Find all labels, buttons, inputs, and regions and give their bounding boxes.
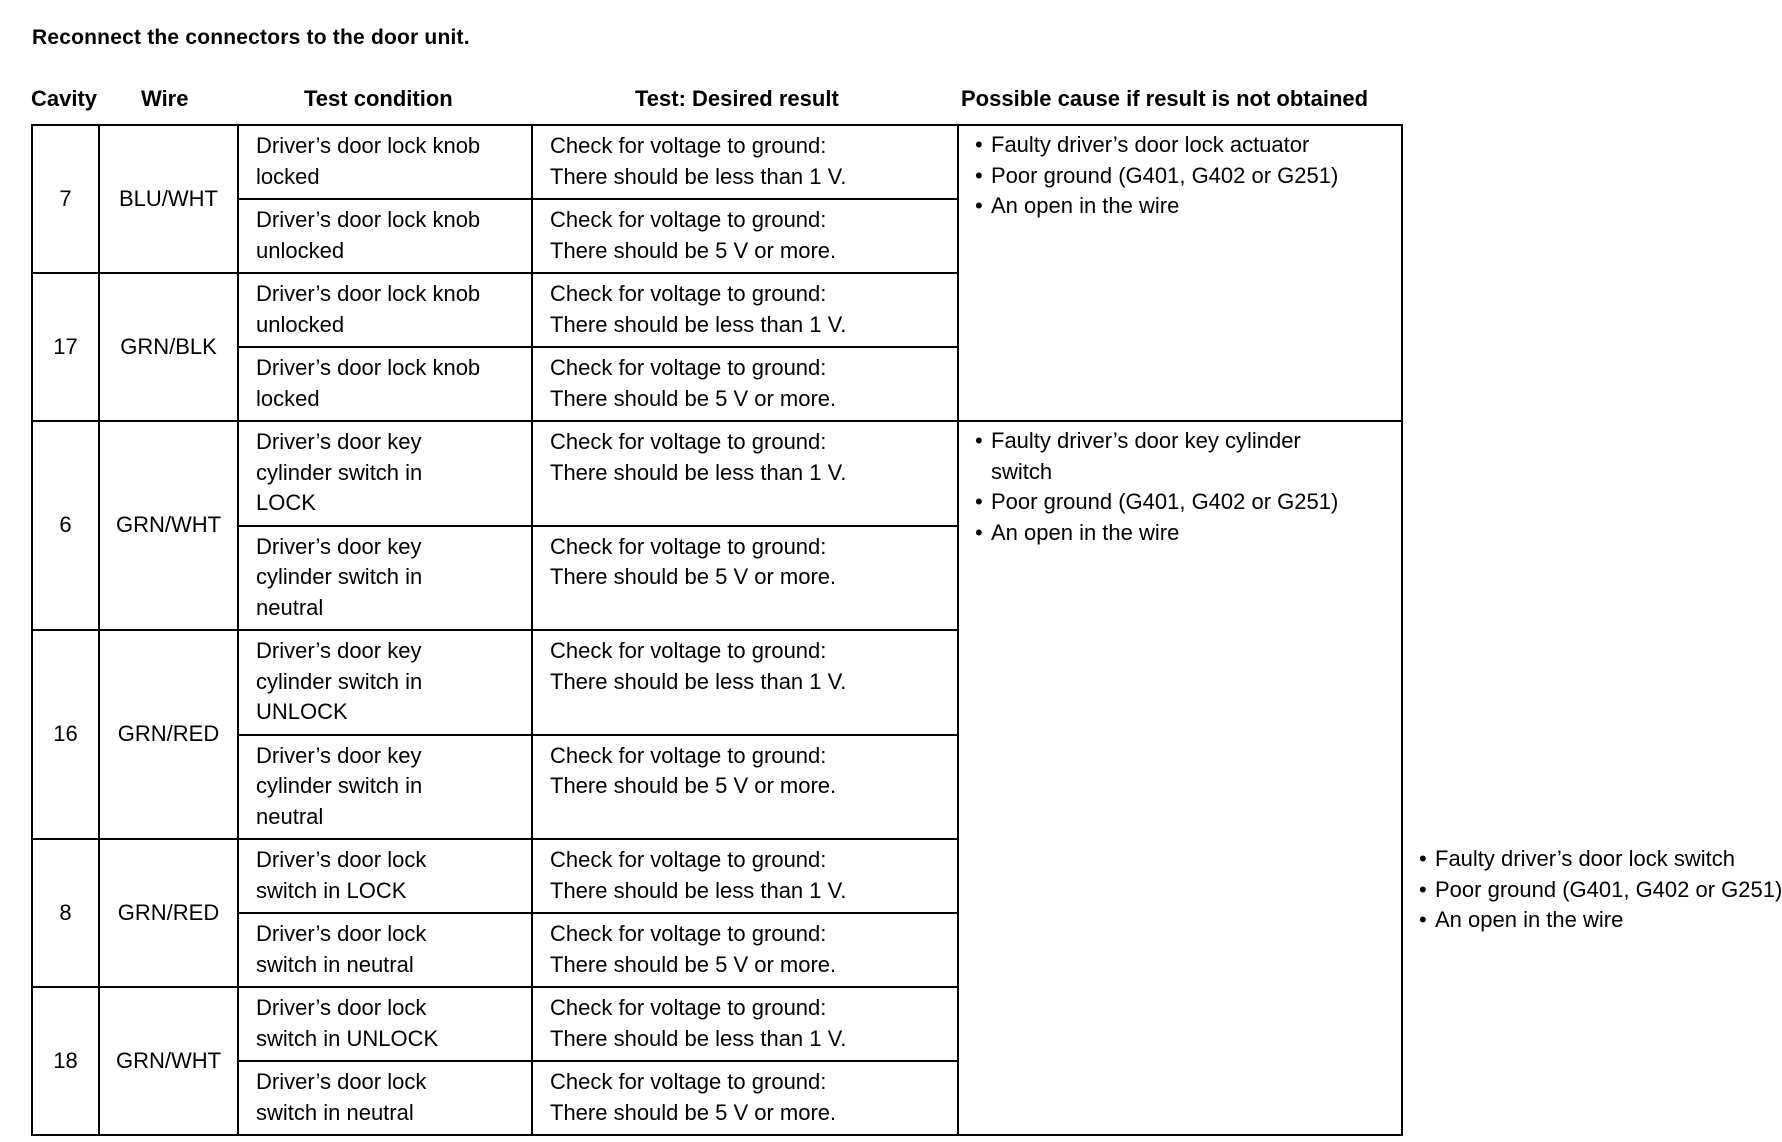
result-line: There should be 5 V or more. [550,951,837,977]
test-table [31,124,1782,1136]
test-condition-cell [238,630,532,735]
header-desired-result: Test: Desired result [635,86,839,111]
condition-line: cylinder switch in [256,668,423,694]
desired-result-cell [532,630,958,735]
cause-item: • Faulty driver’s door lock switch [1417,844,1435,875]
result-line: Check for voltage to ground: [550,533,827,559]
condition-line: switch in neutral [256,951,414,977]
cause-list [973,130,1391,222]
condition-line: Driver’s door lock [256,847,427,872]
condition-line: locked [256,385,320,411]
cause-line: • Poor ground (G401, G402 or G251) [991,162,1339,188]
condition-line: switch in UNLOCK [256,1025,439,1051]
cause-list [973,426,1391,548]
result-line: Check for voltage to ground: [550,921,827,946]
test-condition-cell [238,421,532,526]
cause-item: • Poor ground (G401, G402 or G251) [1417,875,1435,906]
cause-item: • An open in the wire [1417,905,1435,936]
cause-item [973,191,1391,222]
desired-result-cell [532,735,958,840]
condition-line: neutral [256,594,324,620]
result-line: Check for voltage to ground: [550,207,827,232]
result-line: There should be 5 V or more. [550,385,837,411]
result-line: Check for voltage to ground: [550,355,827,380]
result-line: Check for voltage to ground: [550,133,827,158]
condition-line: Driver’s door lock knob [256,133,481,158]
test-condition-cell [238,526,532,631]
result-line: There should be less than 1 V. [550,163,847,189]
result-line: There should be 5 V or more. [550,1099,837,1125]
condition-line: unlocked [256,311,345,337]
test-condition-cell [238,735,532,840]
result-line: There should be less than 1 V. [550,668,847,694]
cavity-cell: 16 [32,630,99,839]
condition-line: unlocked [256,237,345,263]
test-condition-cell [238,273,532,347]
result-line: There should be 5 V or more. [550,773,837,798]
header-cavity: Cavity [31,86,98,111]
intro-instruction: Reconnect the connectors to the door unit. [32,26,470,49]
wire-cell: GRN/BLK [99,273,238,421]
result-line: Check for voltage to ground: [550,638,827,663]
cavity-cell: 6 [32,421,99,630]
desired-result-cell [532,1061,958,1135]
wire-cell: GRN/WHT [99,987,238,1135]
condition-line: Driver’s door lock [256,995,427,1020]
condition-line: switch in neutral [256,1099,414,1125]
test-condition-cell [238,913,532,987]
cause-item [973,130,1391,161]
condition-line: Driver’s door lock knob [256,207,481,232]
cause-line: switch [991,458,1053,484]
desired-result-cell [532,199,958,273]
header-possible-cause: Possible cause if result is not obtained [961,86,1369,111]
condition-line: LOCK [256,490,316,515]
test-condition-cell [238,347,532,421]
desired-result-cell [532,347,958,421]
cause-item [973,487,1391,518]
cause-line: • Faulty driver’s door key cylinder [991,428,1301,453]
condition-line: Driver’s door lock [256,921,427,946]
cavity-cell: 17 [32,273,99,421]
table-row [32,125,1402,199]
header-wire: Wire [141,86,189,111]
result-line: There should be less than 1 V. [550,459,847,485]
cause-item [973,161,1391,192]
wire-cell: GRN/RED [99,630,238,839]
result-line: Check for voltage to ground: [550,1069,827,1094]
condition-line: locked [256,163,320,189]
condition-line: Driver’s door key [256,638,422,663]
condition-line: Driver’s door lock knob [256,281,481,306]
test-table-body [32,125,1782,1135]
test-condition-cell [238,1061,532,1135]
result-line: Check for voltage to ground: [550,281,827,306]
desired-result-cell [532,913,958,987]
result-line: Check for voltage to ground: [550,429,827,454]
condition-line: Driver’s door lock [256,1069,427,1094]
cause-line: • Faulty driver’s door lock actuator [991,132,1310,157]
desired-result-cell [532,125,958,199]
cause-line: • An open in the wire [991,519,1180,545]
condition-line: Driver’s door key [256,533,422,559]
result-line: There should be less than 1 V. [550,877,847,903]
condition-line: Driver’s door lock knob [256,355,481,380]
result-line: Check for voltage to ground: [550,847,827,872]
condition-line: cylinder switch in [256,564,423,589]
cause-item [973,518,1391,549]
desired-result-cell [532,421,958,526]
cause-line: • Poor ground (G401, G402 or G251) [991,489,1339,514]
header-test-condition: Test condition [304,86,453,111]
cause-item [973,426,1391,487]
condition-line: switch in LOCK [256,877,407,903]
cavity-cell: 8 [32,839,99,987]
result-line: Check for voltage to ground: [550,995,827,1020]
test-condition-cell [238,987,532,1061]
condition-line: Driver’s door key [256,429,422,454]
result-line: There should be 5 V or more. [550,564,837,589]
wire-cell: GRN/WHT [99,421,238,630]
condition-line: cylinder switch in [256,459,423,485]
condition-line: neutral [256,803,324,829]
result-line: There should be less than 1 V. [550,311,847,337]
wire-cell: BLU/WHT [99,125,238,273]
possible-cause-cell [958,125,1402,421]
desired-result-cell [532,987,958,1061]
test-condition-cell [238,199,532,273]
result-line: There should be less than 1 V. [550,1025,847,1051]
condition-line: cylinder switch in [256,773,423,798]
wire-cell: GRN/RED [99,839,238,987]
desired-result-cell [532,273,958,347]
result-line: Check for voltage to ground: [550,742,827,768]
result-line: There should be 5 V or more. [550,237,837,263]
cavity-cell: 18 [32,987,99,1135]
table-row [32,421,1402,526]
desired-result-cell [532,526,958,631]
cavity-cell: 7 [32,125,99,273]
test-condition-cell [238,125,532,199]
condition-line: Driver’s door key [256,742,422,768]
test-condition-cell [238,839,532,913]
cause-line: • An open in the wire [991,193,1180,218]
condition-line: UNLOCK [256,699,348,724]
possible-cause-cell [958,421,1402,1135]
desired-result-cell [532,839,958,913]
